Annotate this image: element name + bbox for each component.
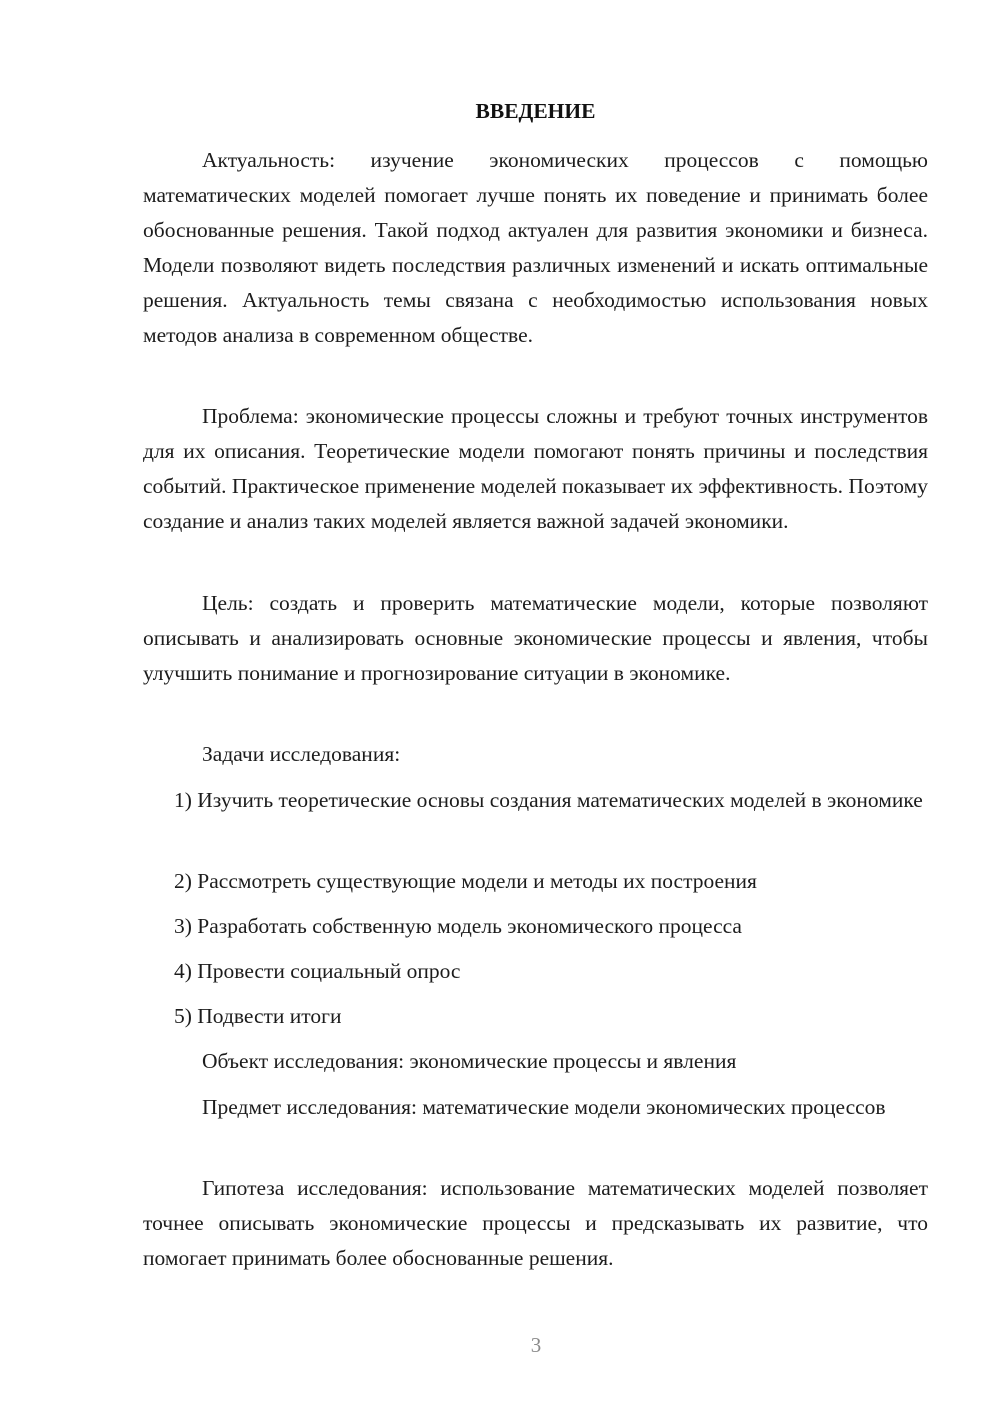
task-item-4-block	[143, 954, 928, 989]
goal-text: Цель: создать и проверить математические модели, которые позволяют описывать и анализировать основные экономические процессы и явления, чтобы улучшить понимание и прогнозирование ситуации в экономике.	[143, 591, 928, 685]
goal-paragraph	[143, 586, 928, 691]
page-title: ВВЕДЕНИЕ	[475, 99, 596, 123]
object-text: Объект исследования: экономические процессы и явления	[202, 1049, 737, 1073]
subject-text: Предмет исследования: математические модели экономических процессов	[202, 1095, 886, 1119]
relevance-text: Актуальность: изучение экономических процессов с помощью математических моделей помогает лучше понять их поведение и принимать более обоснованные решения. Такой подход актуален для развития экономики и бизнеса. Модели позволяют видеть последствия различных изменений и искать оптимальные решения. Актуальность темы связана с необходимостью использования новых методов анализа в современном обществе.	[143, 148, 928, 347]
task-item: 4) Провести социальный опрос	[174, 959, 461, 983]
hypothesis-text: Гипотеза исследования: использование математических моделей позволяет точнее описывать экономические процессы и предсказывать их развитие, что помогает принимать более обоснованные решения.	[143, 1176, 928, 1270]
problem-text: Проблема: экономические процессы сложны и требуют точных инструментов для их описания. Теоретические модели помогают понять причины и последствия событий. Практическое применение моделей показывает их эффективность. Поэтому создание и анализ таких моделей является важной задачей экономики.	[143, 404, 928, 533]
hypothesis-paragraph	[143, 1171, 928, 1276]
tasks-heading: Задачи исследования:	[202, 742, 401, 766]
problem-paragraph	[143, 399, 928, 539]
page-number: 3	[530, 1333, 542, 1357]
object-paragraph	[143, 1044, 928, 1079]
relevance-paragraph	[143, 143, 928, 353]
task-item: 1) Изучить теоретические основы создания математических моделей в экономике	[174, 788, 923, 812]
task-item: 3) Разработать собственную модель экономического процесса	[174, 914, 742, 938]
task-item-1-block	[143, 783, 928, 818]
task-item-5-block	[143, 999, 928, 1034]
subject-paragraph	[143, 1090, 928, 1125]
task-item-2-block	[143, 864, 928, 899]
tasks-heading-block	[143, 737, 928, 772]
task-item-3-block	[143, 909, 928, 944]
task-item: 2) Рассмотреть существующие модели и методы их построения	[174, 869, 757, 893]
task-item: 5) Подвести итоги	[174, 1004, 342, 1028]
